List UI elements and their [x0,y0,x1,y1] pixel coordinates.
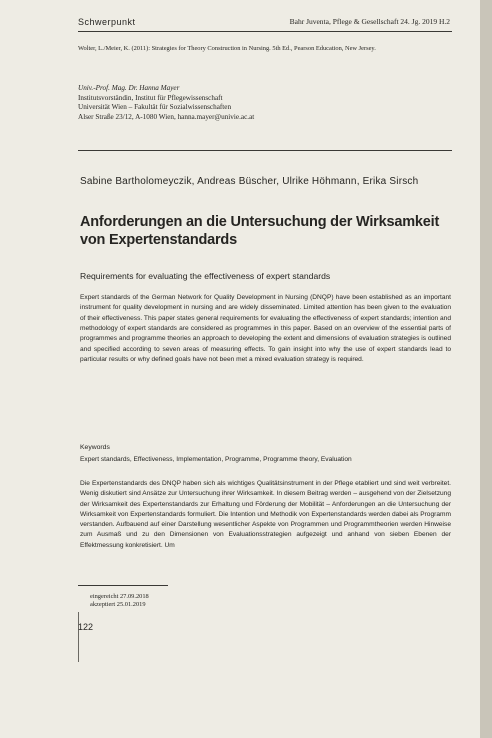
address-line: Universität Wien – Fakultät für Sozialwissenschaften [78,103,232,112]
submission-dates [90,593,149,610]
journal-citation: Bahr Juventa, Pflege & Gesellschaft 24. Jg. 2019 H.2 [289,17,450,26]
keywords-label: Keywords [80,444,110,451]
address-line: Alser Straße 23/12, A-1080 Wien, hanna.mayer@univie.ac.at [78,112,255,121]
keywords-text: Expert standards, Effectiveness, Implementation, Programme, Programme theory, Evaluation [80,456,352,463]
page-edge-shadow [480,0,492,738]
abstract-text: Expert standards of the German Network for Quality Development in Nursing (DNQP) have been established as an important instrument for quality development in nursing and are widely disseminated. Limited attention has been given to the evaluation of their effectiveness. This paper states general requirements for evaluating the effectiveness of expert standards; intention and methodology of expert standards are considered as programmes in this paper. Based on an overview of the essential parts of programmes and programme theories an approach to developing the extent and dimensions of evaluation strategies is outlined and specified according to seven areas of measuring effects. To gain insight into why the use of expert standards lead to particular results or why defined goals have not been met a mixed evaluation strategy is required. [80,294,451,364]
reference-entry [78,44,440,53]
accepted-date: akzeptiert 25.01.2019 [90,601,146,609]
article-authors: Sabine Bartholomeyczik, Andreas Büscher, Ulrike Höhmann, Erika Sirsch [80,176,419,187]
address-line: Institutsvorständin, Institut für Pflegewissenschaft [78,93,223,102]
reference-text: Wolter, L./Meier, K. (2011): Strategies for Theory Construction in Nursing. 5th Ed., Pearson Education, New Jersey. [78,45,376,52]
section-label: Schwerpunkt [78,17,136,27]
margin-line [78,612,79,662]
address-name: Univ.-Prof. Mag. Dr. Hanna Mayer [78,84,180,92]
header-rule [78,31,452,32]
page-number: 122 [78,622,94,632]
article-subtitle: Requirements for evaluating the effectiveness of expert standards [80,271,331,281]
address-rule [78,150,452,151]
dates-rule [78,585,168,586]
article-title: Anforderungen an die Untersuchung der Wirksamkeit von Expertenstandards [80,214,440,248]
article-body: Die Expertenstandards des DNQP haben sich als wichtiges Qualitätsinstrument in der Pflege etabliert und sind weit verbreitet. Wenig diskutiert sind Ansätze zur Untersuchung ihrer Wirksamkeit. In diesem Beitrag werden – ausgehend von der Zielsetzung der Wirksamkeit des Expertenstandards zur Erhaltung und Förderung der Mobilität – Anforderungen an die Untersuchung der Wirksamkeit von Expertenstandards formuliert. Die Intention und Methodik von Expertenstandards werden dabei als Programm verstanden. Aufbauend auf einer Darstellung wesentlicher Aspekte von Programmen und Programmtheorien werden Hinweise zum Ausmaß und zu den Dimensionen von Evaluationsstrategien aufgezeigt und anhand von sieben Ebenen der Effektmessung konkretisiert. Um [80,480,451,549]
author-address [78,84,448,122]
submitted-date: eingereicht 27.09.2018 [90,593,149,600]
